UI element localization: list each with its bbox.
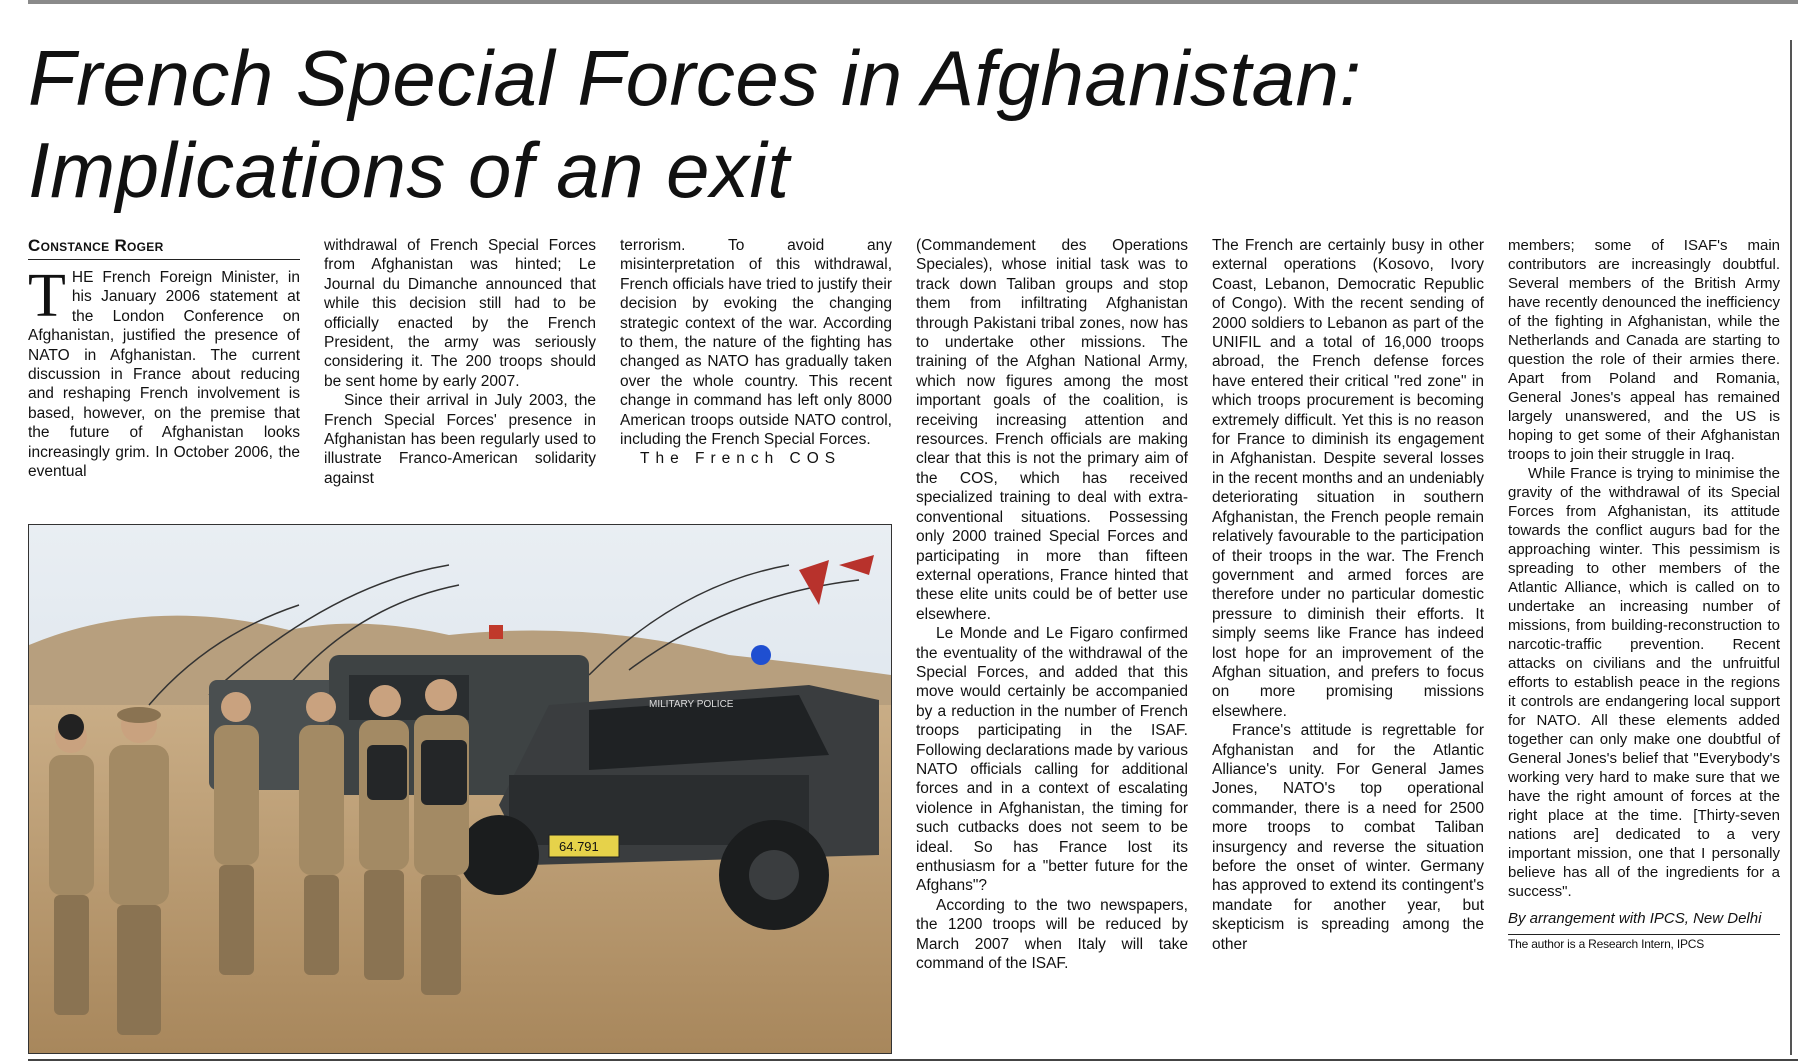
author-note: The author is a Research Intern, IPCS — [1508, 937, 1705, 951]
vehicle-label: MILITARY POLICE — [649, 699, 734, 710]
paragraph: France's attitude is regrettable for Afghanistan and for the Atlantic Alliance's unity. For General James Jones, NATO's top operational commander, there is a need for 2500 more troops to combat Taliban insurgency and reverse the situation before the onset of winter. Germany has approved to extend its contingent's mandate for another year, but skepticism is spreading among the other — [1212, 722, 1484, 953]
article-column-4 — [916, 236, 1188, 973]
headline — [28, 32, 1768, 216]
article-column-6 — [1508, 236, 1780, 953]
siren-light — [751, 645, 771, 665]
paragraph: Since their arrival in July 2003, the French Special Forces' presence in Afghanistan has been regularly used to illustrate Franco-American solidarity against — [324, 392, 596, 487]
article-column-2 — [324, 236, 596, 488]
paragraph: members; some of ISAF's main contributors are increasingly doubtful. Several members of the British Army have recently denounced the inefficiency of the fighting in Afghanistan, while the Netherlands and Canada are starting to question the role of their armies there. Apart from Poland and Romania, General Jones's appeal has remained largely unanswered, and the US is hoping to get some of their Afghanistan troops to join their struggle in Iraq. — [1508, 237, 1780, 463]
top-rule — [28, 0, 1798, 4]
paragraph: terrorism. To avoid any misinterpretation of this withdrawal, French officials have tried to justify their decision by evoking the changing strategic context of the war. According to them, the nature of the fighting has changed as NATO has gradually taken over the whole country. This recent change in command has left only 8000 American troops outside NATO control, including the French Special Forces. — [620, 237, 892, 449]
license-plate-number: 64.791 — [559, 839, 599, 854]
paragraph — [28, 262, 300, 481]
article-photo — [28, 524, 892, 1054]
rear-wheel — [459, 815, 539, 895]
wheel-hub — [749, 850, 799, 900]
flag — [489, 625, 503, 639]
paragraph: According to the two newspapers, the 1200 troops will be reduced by March 2007 when Italy will take command of the ISAF. — [916, 896, 1188, 973]
paragraph: withdrawal of French Special Forces from Afghanistan was hinted; Le Journal du Dimanche announced that while this decision still had to be officially enacted by the French President, the army was seriously considering it. The 200 troops should be sent home by early 2007. — [324, 237, 596, 390]
military-vehicles-photo — [29, 525, 891, 1053]
article-column-3 — [620, 236, 892, 469]
paragraph: The French COS — [640, 450, 842, 468]
paragraph: (Commandement des Operations Speciales), whose initial task was to track down Taliban groups and stop them from infiltrating Afghanistan through Pakistani tribal zones, now has to undertake other missions. The training of the Afghan National Army, which now figures among the most important goals of the coalition, is receiving increasing attention and resources. French officials are making clear that this is not the primary aim of the COS, which has received specialized training to deal with extra-conventional situations. Possessing only 2000 trained Special Forces and participating in more than fifteen external operations, France hinted that these elite units could be of better use elsewhere. — [916, 237, 1188, 623]
article-column-5 — [1212, 236, 1484, 954]
column-rule — [1790, 40, 1792, 1055]
byline: Constance Roger — [28, 236, 300, 260]
credit-line: By arrangement with IPCS, New Delhi — [1508, 910, 1762, 927]
bottom-rule — [28, 1059, 1798, 1061]
article-column-1 — [28, 262, 300, 481]
headline-line-1: French Special Forces in Afghanistan: — [28, 34, 1362, 122]
paragraph: Le Monde and Le Figaro confirmed the eventuality of the withdrawal of the Special Forces, and added that this move would certainly be accompanied by a reduction in the number of French troops participating in the ISAF. Following declarations made by various NATO officials calling for additional forces and in a context of escalating violence in Afghanistan, the timing for such cutbacks does not seem to be ideal. So has France lost its enthusiasm for a "better future for the Afghans"? — [916, 625, 1188, 895]
paragraph-text: HE French Foreign Minister, in his January 2006 statement at the London Conference on Afghanistan, justified the presence of NATO in Afghanistan. The current discussion in France about reducing and reshaping French involvement is based, however, on the premise that the future of Afghanistan looks increasingly grim. In October 2006, the eventual — [28, 269, 300, 481]
paragraph: While France is trying to minimise the gravity of the withdrawal of its Special Forces from Afghanistan, its attitude towards the conflict augurs bad for the approaching winter. This pessimism is spreading to other members of the Atlantic Alliance, which is called on to undertake an increasing number of missions, from building-reconstruction to narcotic-traffic prevention. Recent attacks on civilians and the unfruitful efforts to establish peace in the regions it controls are endangering local support for NATO. All these elements added together can only make one doubtful of General Jones's belief that "Everybody's working very hard to make sure that we have the right amount of forces at the right place at the time. [Thirty-seven nations are] dedicated to a very important mission, one that I personally believe has all of the ingredients for a success". — [1508, 465, 1780, 900]
headline-line-2: Implications of an exit — [28, 126, 790, 214]
drop-cap: T — [28, 262, 66, 330]
paragraph: The French are certainly busy in other external operations (Kosovo, Ivory Coast, Lebanon, Democratic Republic of Congo). With the recent sending of 2000 soldiers to Lebanon as part of the UNIFIL and a total of 16,000 troops abroad, the French defense forces have entered their critical "red zone" in which troops procurement is becoming extremely difficult. Yet this is no reason for France to diminish its engagement in Afghanistan. Despite several losses in the recent months and an undeniably deteriorating situation in southern Afghanistan, the French people remain relatively favourable to the participation of their troops in the war. The French government and armed forces are therefore under no particular domestic pressure to diminish their efforts. It simply seems like France has indeed lost hope for an improvement of the Afghan situation, and prefers to focus on more promising missions elsewhere. — [1212, 237, 1484, 720]
